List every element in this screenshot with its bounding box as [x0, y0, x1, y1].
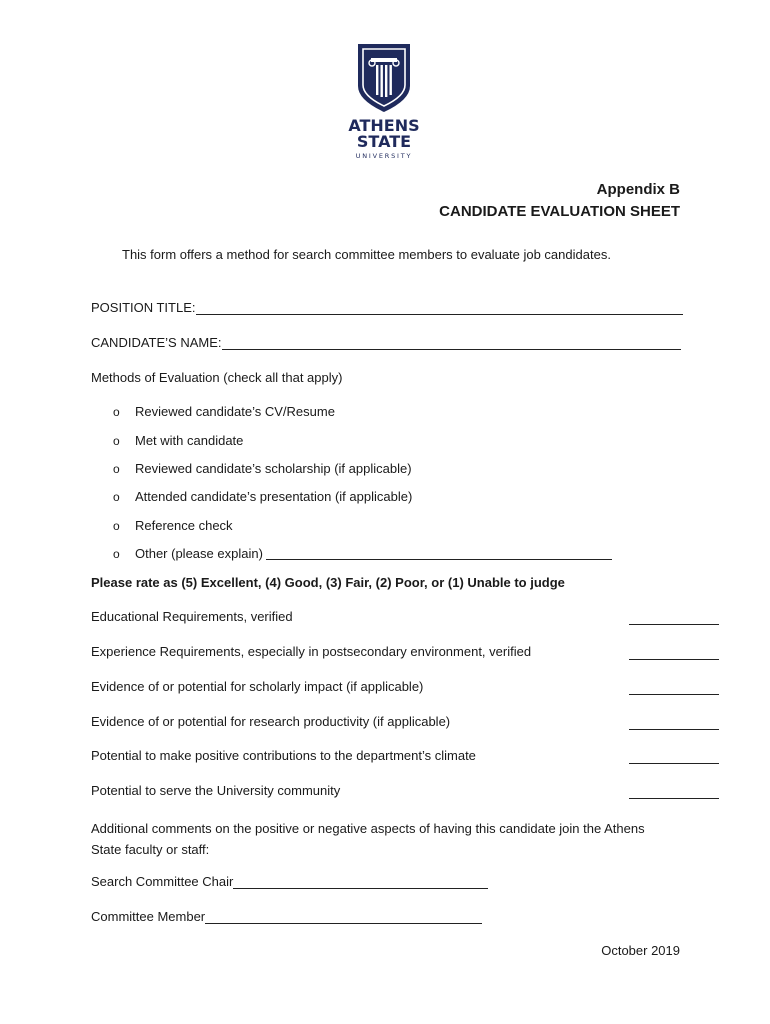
checkbox-circle-icon[interactable]: o: [113, 461, 120, 476]
method-item[interactable]: [113, 404, 335, 419]
rating-line[interactable]: [629, 786, 719, 799]
checkbox-circle-icon[interactable]: o: [113, 489, 120, 504]
method-item[interactable]: [113, 433, 243, 448]
method-label: Other (please explain): [135, 546, 263, 561]
methods-heading: Methods of Evaluation (check all that apply): [91, 370, 343, 385]
rating-line[interactable]: [629, 647, 719, 660]
chair-signature-line[interactable]: [233, 876, 488, 889]
footer-date: October 2019: [601, 943, 680, 958]
method-item[interactable]: [113, 489, 412, 504]
method-label: Reference check: [135, 518, 233, 533]
rating-line[interactable]: [629, 612, 719, 625]
rating-heading: Please rate as (5) Excellent, (4) Good, (3) Fair, (2) Poor, or (1) Unable to judge: [91, 575, 565, 590]
member-signature-line[interactable]: [205, 911, 482, 924]
candidate-name-field[interactable]: [91, 335, 681, 350]
method-label: Met with candidate: [135, 433, 244, 448]
checkbox-circle-icon[interactable]: o: [113, 404, 120, 419]
logo-name-line3: UNIVERSITY: [355, 152, 413, 160]
appendix-label: Appendix B: [596, 181, 680, 198]
intro-text: This form offers a method for search committee members to evaluate job candidates.: [122, 247, 611, 262]
criterion-label: Potential to make positive contributions to the department’s climate: [91, 748, 476, 763]
rating-line[interactable]: [629, 682, 719, 695]
chair-label: Search Committee Chair: [91, 874, 234, 889]
logo-name-line2: STATE: [356, 132, 412, 151]
method-item[interactable]: [113, 546, 612, 561]
rating-line[interactable]: [629, 751, 719, 764]
criterion-label: Evidence of or potential for research productivity (if applicable): [91, 714, 451, 729]
criterion-label: Potential to serve the University community: [91, 783, 341, 798]
method-item[interactable]: [113, 518, 233, 533]
university-logo: [344, 42, 424, 160]
method-item[interactable]: [113, 461, 412, 476]
checkbox-circle-icon[interactable]: o: [113, 546, 120, 561]
comments-prompt: Additional comments on the positive or negative aspects of having this candidate join the Athens State faculty or staff:: [91, 821, 645, 857]
criterion-label: Educational Requirements, verified: [91, 609, 293, 624]
checkbox-circle-icon[interactable]: o: [113, 433, 120, 448]
candidate-name-line[interactable]: [222, 337, 681, 350]
logo-name-line1: ATHENS: [348, 116, 420, 135]
rating-line[interactable]: [629, 717, 719, 730]
position-title-label: POSITION TITLE:: [91, 300, 196, 315]
position-title-field[interactable]: [91, 300, 683, 315]
member-label: Committee Member: [91, 909, 206, 924]
page-title: CANDIDATE EVALUATION SHEET: [439, 203, 680, 220]
chair-signature-field[interactable]: [91, 874, 488, 889]
criterion-label: Evidence of or potential for scholarly impact (if applicable): [91, 679, 424, 694]
other-explain-line[interactable]: [266, 547, 612, 560]
checkbox-circle-icon[interactable]: o: [113, 518, 120, 533]
method-label: Reviewed candidate’s CV/Resume: [135, 404, 335, 419]
method-label: Reviewed candidate’s scholarship (if applicable): [135, 461, 412, 476]
shield-column-icon: [356, 42, 412, 114]
member-signature-field[interactable]: [91, 909, 482, 924]
candidate-name-label: CANDIDATE’S NAME:: [91, 335, 222, 350]
criterion-label: Experience Requirements, especially in postsecondary environment, verified: [91, 644, 532, 659]
method-label: Attended candidate’s presentation (if applicable): [135, 489, 413, 504]
position-title-line[interactable]: [196, 302, 683, 315]
